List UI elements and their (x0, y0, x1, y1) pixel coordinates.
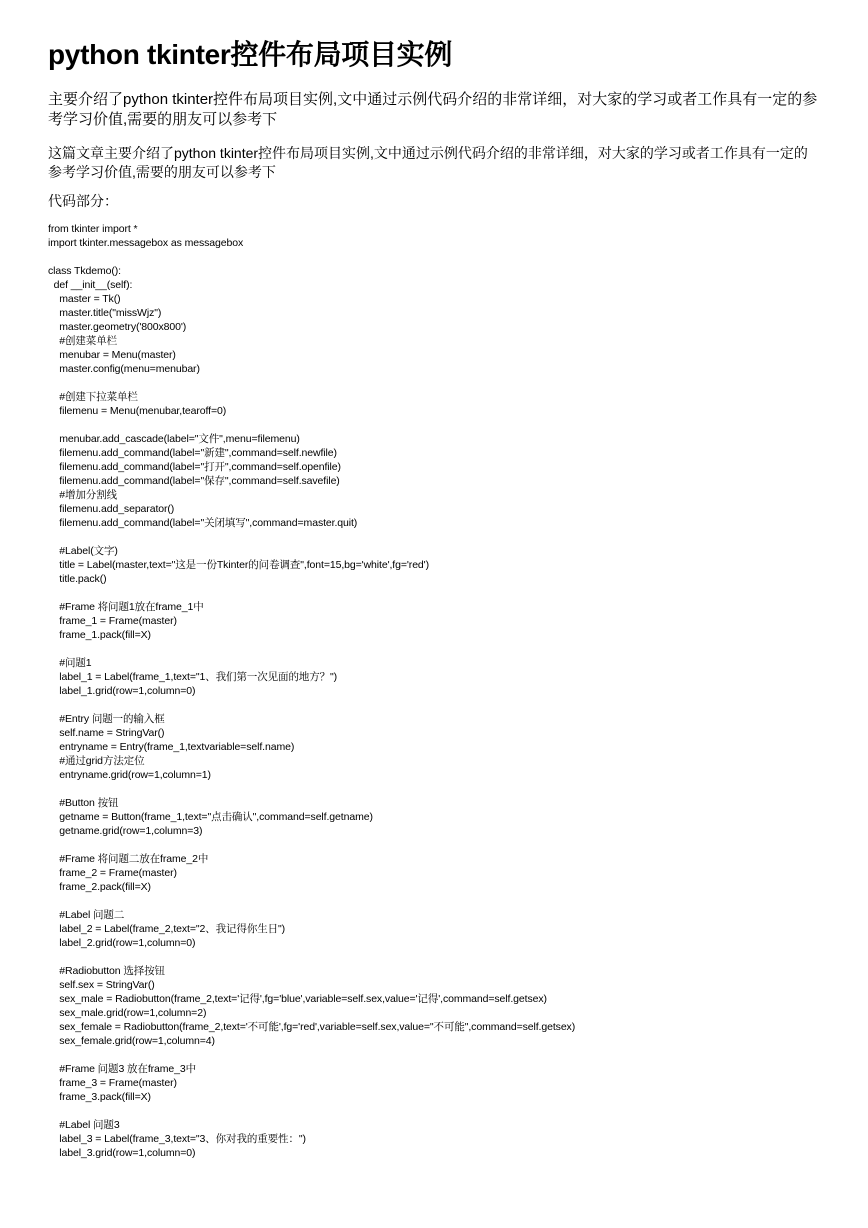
code-line: #Entry 问题一的输入框 (48, 713, 165, 725)
code-block (48, 222, 820, 1160)
code-line: #增加分割线 (48, 489, 118, 501)
code-line: sex_female = Radiobutton(frame_2,text='不可能',fg='red',variable=self.sex,value="不可能",command=self.getsex) (48, 1021, 576, 1033)
code-line: filemenu.add_separator() (48, 503, 175, 515)
code-line: title = Label(master,text="这是一份Tkinter的问卷调查",font=15,bg='white',fg='red') (48, 559, 429, 571)
code-line: #创建下拉菜单栏 (48, 391, 138, 403)
code-line (48, 250, 820, 264)
code-line: import tkinter.messagebox as messagebox (48, 237, 244, 249)
code-line: class Tkdemo(): (48, 265, 121, 277)
code-line: frame_1 = Frame(master) (48, 615, 177, 627)
code-line: entryname.grid(row=1,column=1) (48, 769, 211, 781)
code-line: sex_female.grid(row=1,column=4) (48, 1035, 215, 1047)
code-line: #Label 问题二 (48, 909, 125, 921)
code-line: #Frame 问题3 放在frame_3中 (48, 1063, 197, 1075)
code-line: label_1 = Label(frame_1,text="1、我们第一次见面的地方？") (48, 671, 338, 683)
code-line (48, 894, 820, 908)
code-line: menubar.add_cascade(label="文件",menu=filemenu) (48, 433, 300, 445)
code-line (48, 376, 820, 390)
code-line: #Frame 将问题二放在frame_2中 (48, 853, 209, 865)
code-line: self.sex = StringVar() (48, 979, 155, 991)
code-line (48, 642, 820, 656)
code-line: master.title("missWjz") (48, 307, 162, 319)
code-line (48, 950, 820, 964)
code-line: label_3.grid(row=1,column=0) (48, 1147, 196, 1159)
code-line: from tkinter import * (48, 223, 138, 235)
code-line: getname = Button(frame_1,text="点击确认",command=self.getname) (48, 811, 373, 823)
code-line: label_2.grid(row=1,column=0) (48, 937, 196, 949)
code-line (48, 586, 820, 600)
code-line: title.pack() (48, 573, 107, 585)
code-line: entryname = Entry(frame_1,textvariable=self.name) (48, 741, 295, 753)
article-summary: 主要介绍了python tkinter控件布局项目实例,文中通过示例代码介绍的非常详细，对大家的学习或者工作具有一定的参考学习价值,需要的朋友可以参考下 (48, 91, 818, 128)
code-line: frame_1.pack(fill=X) (48, 629, 151, 641)
code-line: filemenu.add_command(label="保存",command=self.savefile) (48, 475, 340, 487)
code-line (48, 838, 820, 852)
code-heading: 代码部分： (48, 193, 118, 209)
code-line (48, 418, 820, 432)
code-line (48, 698, 820, 712)
code-line: self.name = StringVar() (48, 727, 165, 739)
code-line: #创建菜单栏 (48, 335, 118, 347)
code-line: label_2 = Label(frame_2,text="2、我记得你生日") (48, 923, 286, 935)
code-line: #Label(文字) (48, 545, 118, 557)
intro-paragraph: 这篇文章主要介绍了python tkinter控件布局项目实例,文中通过示例代码介绍的非常详细，对大家的学习或者工作具有一定的参考学习价值,需要的朋友可以参考下 (48, 145, 808, 180)
code-line: frame_2.pack(fill=X) (48, 881, 151, 893)
code-line: label_3 = Label(frame_3,text="3、你对我的重要性：") (48, 1133, 306, 1145)
code-line: #Button 按钮 (48, 797, 119, 809)
code-line: frame_3 = Frame(master) (48, 1077, 177, 1089)
code-line: frame_3.pack(fill=X) (48, 1091, 151, 1103)
page-title: python tkinter控件布局项目实例 (48, 39, 453, 70)
code-line (48, 782, 820, 796)
code-line (48, 1048, 820, 1062)
code-line: #通过grid方法定位 (48, 755, 145, 767)
code-line: master.config(menu=menubar) (48, 363, 200, 375)
code-line: #问题1 (48, 657, 92, 669)
code-line (48, 1104, 820, 1118)
code-line: filemenu = Menu(menubar,tearoff=0) (48, 405, 227, 417)
code-line: filemenu.add_command(label="打开",command=self.openfile) (48, 461, 341, 473)
code-line: filemenu.add_command(label="新建",command=self.newfile) (48, 447, 337, 459)
code-line: getname.grid(row=1,column=3) (48, 825, 203, 837)
code-line: sex_male = Radiobutton(frame_2,text='记得',fg='blue',variable=self.sex,value='记得',command=self.getsex) (48, 993, 547, 1005)
code-line: filemenu.add_command(label="关闭填写",command=master.quit) (48, 517, 358, 529)
code-line (48, 530, 820, 544)
code-line: #Radiobutton 选择按钮 (48, 965, 165, 977)
code-line: master.geometry('800x800') (48, 321, 187, 333)
code-line: #Frame 将问题1放在frame_1中 (48, 601, 204, 613)
code-line: def __init__(self): (48, 279, 133, 291)
code-line: frame_2 = Frame(master) (48, 867, 177, 879)
code-line: master = Tk() (48, 293, 121, 305)
code-line: #Label 问题3 (48, 1119, 120, 1131)
code-line: menubar = Menu(master) (48, 349, 176, 361)
code-line: sex_male.grid(row=1,column=2) (48, 1007, 207, 1019)
code-line: label_1.grid(row=1,column=0) (48, 685, 196, 697)
